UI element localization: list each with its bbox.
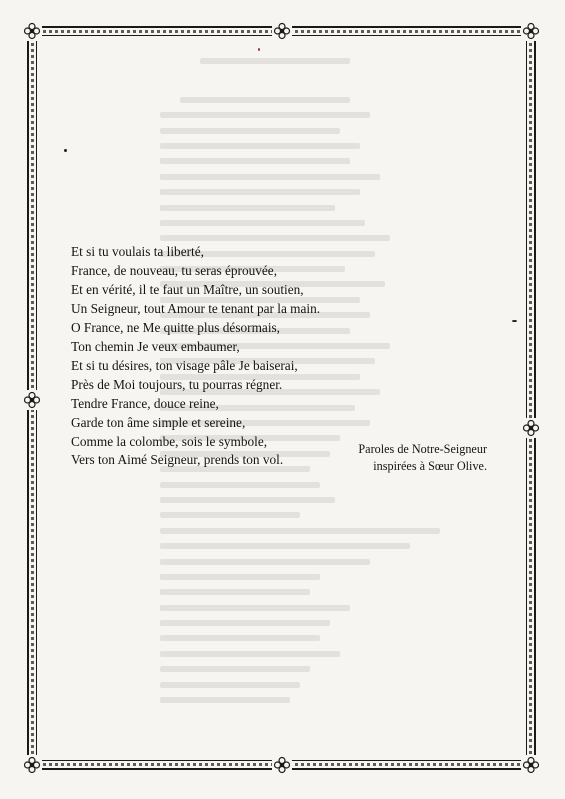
bottom-center-ornament-icon [272, 755, 292, 775]
poem-line: Ton chemin Je veux embaumer, [71, 338, 240, 354]
left-center-ornament-icon [22, 390, 42, 410]
corner-ornament-icon [22, 21, 42, 41]
attribution-line: inspirées à Sœur Olive. [373, 459, 487, 473]
corner-ornament-icon [521, 755, 541, 775]
poem-line: Près de Moi toujours, tu pourras régner. [71, 376, 283, 392]
corner-ornament-icon [521, 21, 541, 41]
poem-line: Tendre France, douce reine, [71, 395, 219, 411]
poem-line: Comme la colombe, sois le symbole, [71, 433, 268, 449]
ink-speck [512, 320, 517, 322]
poem-line: France, de nouveau, tu seras éprouvée, [71, 262, 278, 278]
poem-line: Vers ton Aimé Seigneur, prends ton vol. [71, 452, 284, 468]
attribution-line: Paroles de Notre-Seigneur [358, 442, 487, 456]
top-center-ornament-icon [272, 21, 292, 41]
poem-line: O France, ne Me quitte plus désormais, [71, 319, 281, 335]
poem-line: Et en vérité, il te faut un Maître, un soutien, [71, 281, 304, 297]
attribution [300, 441, 487, 475]
ink-speck [258, 48, 260, 51]
poem [71, 243, 491, 470]
poem-line: Et si tu désires, ton visage pâle Je baiserai, [71, 357, 298, 373]
poem-line: Un Seigneur, tout Amour te tenant par la main. [71, 300, 321, 316]
corner-ornament-icon [22, 755, 42, 775]
ink-speck [64, 149, 67, 152]
poem-line: Garde ton âme simple et sereine, [71, 414, 246, 430]
poem-line: Et si tu voulais ta liberté, [71, 244, 204, 259]
right-center-ornament-icon [521, 418, 541, 438]
